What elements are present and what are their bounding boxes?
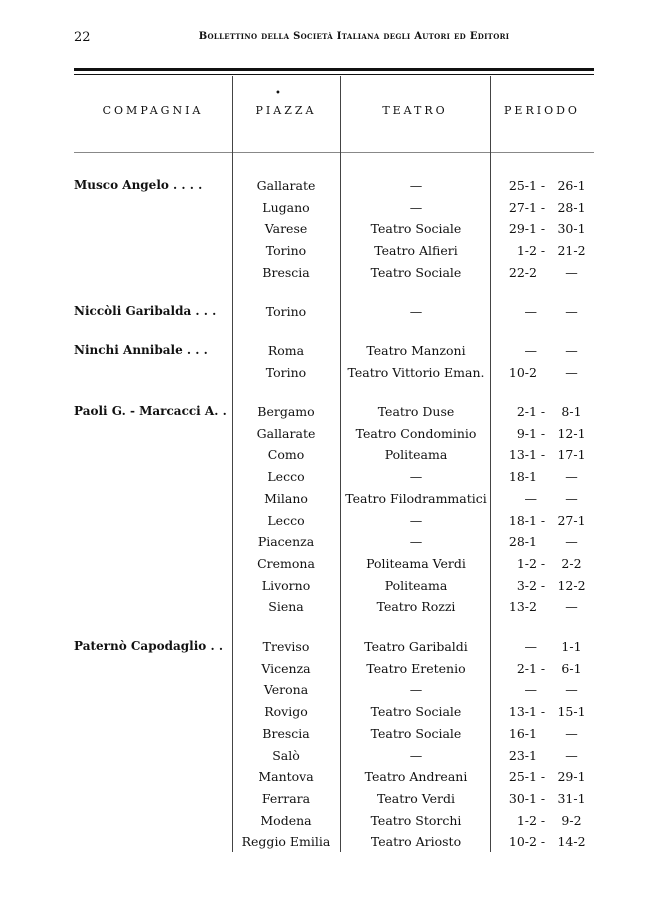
period-separator: - [540, 178, 546, 193]
period-start: 1-2 [516, 243, 537, 258]
piazza-cell: Brescia [262, 726, 310, 741]
period-end: 21-2 [557, 243, 586, 258]
period-separator: - [540, 447, 546, 462]
period-separator: - [540, 426, 546, 441]
teatro-cell: Teatro Ariosto [370, 834, 462, 849]
period-start: 10-2 [508, 834, 537, 849]
teatro-cell: — [409, 178, 423, 193]
period-separator: - [540, 769, 546, 784]
teatro-cell: Politeama [384, 578, 448, 593]
period-separator: - [540, 404, 546, 419]
piazza-cell: Lugano [262, 200, 310, 215]
teatro-cell: Teatro Rozzi [376, 599, 456, 614]
period-start: 2-1 [516, 404, 537, 419]
piazza-cell: Roma [267, 343, 305, 358]
piazza-cell: Bergamo [257, 404, 315, 419]
teatro-cell: Teatro Alfieri [374, 243, 458, 258]
running-header [74, 30, 594, 50]
period-end: 27-1 [557, 513, 586, 528]
period-end: — [565, 343, 578, 358]
piazza-cell: Rovigo [264, 704, 308, 719]
period-end: 12-2 [557, 578, 586, 593]
period-start: 13-1 [508, 447, 537, 462]
period-start: 28-1 [508, 534, 537, 549]
period-start: — [524, 682, 537, 697]
period-start: 27-1 [508, 200, 537, 215]
period-start: — [524, 639, 537, 654]
page-number: 22 [74, 30, 91, 45]
period-start: 18-1 [508, 469, 537, 484]
teatro-cell: Teatro Condominio [355, 426, 477, 441]
teatro-cell: Politeama Verdi [366, 556, 466, 571]
piazza-cell: Mantova [258, 769, 314, 784]
print-speck: • [275, 88, 281, 99]
piazza-cell: Como [267, 447, 305, 462]
period-end: 12-1 [557, 426, 586, 441]
period-end: 2-2 [561, 556, 582, 571]
teatro-cell: — [409, 748, 423, 763]
period-start: 25-1 [508, 178, 537, 193]
piazza-cell: Torino [265, 243, 307, 258]
teatro-cell: — [409, 513, 423, 528]
period-start: 1-2 [516, 813, 537, 828]
period-end: 26-1 [557, 178, 586, 193]
piazza-cell: Varese [264, 221, 308, 236]
company-name: Ninchi Annibale . . . [74, 343, 208, 357]
period-end: — [565, 265, 578, 280]
company-name: Paternò Capodaglio . . [74, 639, 223, 653]
period-start: 30-1 [508, 791, 537, 806]
piazza-cell: Piacenza [257, 534, 315, 549]
period-end: 9-2 [561, 813, 582, 828]
period-separator: - [540, 834, 546, 849]
period-end: 30-1 [557, 221, 586, 236]
piazza-cell: Milano [264, 491, 308, 506]
period-separator: - [540, 661, 546, 676]
period-start: 22-2 [508, 265, 537, 280]
piazza-cell: Livorno [261, 578, 311, 593]
column-divider [340, 76, 341, 852]
period-separator: - [540, 221, 546, 236]
period-separator: - [540, 556, 546, 571]
period-separator: - [540, 513, 546, 528]
company-name: Paoli G. - Marcacci A. . [74, 404, 227, 418]
teatro-cell: Teatro Sociale [370, 265, 462, 280]
teatro-cell: Teatro Eretenio [366, 661, 466, 676]
teatro-cell: Teatro Garibaldi [364, 639, 468, 654]
top-thick-rule [74, 68, 594, 71]
period-start: 9-1 [516, 426, 537, 441]
period-end: 14-2 [557, 834, 586, 849]
piazza-cell: Gallarate [256, 178, 316, 193]
period-start: — [524, 343, 537, 358]
piazza-cell: Gallarate [256, 426, 316, 441]
period-end: — [565, 491, 578, 506]
period-start: — [524, 304, 537, 319]
period-separator: - [540, 704, 546, 719]
teatro-cell: — [409, 682, 423, 697]
period-end: — [565, 304, 578, 319]
teatro-cell: — [409, 304, 423, 319]
column-header-teatro: TEATRO [382, 104, 448, 117]
teatro-cell: Teatro Sociale [370, 726, 462, 741]
period-start: 29-1 [508, 221, 537, 236]
piazza-cell: Torino [265, 304, 307, 319]
period-start: 1-2 [516, 556, 537, 571]
period-separator: - [540, 200, 546, 215]
piazza-cell: Lecco [267, 469, 305, 484]
teatro-cell: Teatro Vittorio Eman. [347, 365, 485, 380]
period-separator: - [540, 578, 546, 593]
period-start: 2-1 [516, 661, 537, 676]
period-start: — [524, 491, 537, 506]
teatro-cell: Teatro Sociale [370, 704, 462, 719]
teatro-cell: Teatro Verdi [377, 791, 455, 806]
piazza-cell: Reggio Emilia [241, 834, 331, 849]
period-start: 3-2 [516, 578, 537, 593]
period-separator: - [540, 791, 546, 806]
period-end: 28-1 [557, 200, 586, 215]
piazza-cell: Brescia [262, 265, 310, 280]
piazza-cell: Treviso [262, 639, 310, 654]
period-start: 13-2 [508, 599, 537, 614]
period-end: 29-1 [557, 769, 586, 784]
period-start: 10-2 [508, 365, 537, 380]
teatro-cell: Teatro Storchi [370, 813, 462, 828]
piazza-cell: Modena [260, 813, 312, 828]
period-end: — [565, 469, 578, 484]
running-title: Bollettino della Società Italiana degli Autori ed Editori [198, 31, 510, 42]
period-end: 15-1 [557, 704, 586, 719]
period-separator: - [540, 813, 546, 828]
period-end: — [565, 534, 578, 549]
column-header-piazza: PIAZZA [255, 104, 317, 117]
period-end: — [565, 748, 578, 763]
top-thin-rule [74, 74, 594, 75]
piazza-cell: Siena [268, 599, 304, 614]
teatro-cell: Teatro Manzoni [366, 343, 466, 358]
teatro-cell: Teatro Andreani [364, 769, 468, 784]
header-bottom-rule [74, 152, 594, 153]
column-divider [490, 76, 491, 852]
column-header-periodo: PERIODO [504, 104, 580, 117]
period-end: 8-1 [561, 404, 582, 419]
piazza-cell: Lecco [267, 513, 305, 528]
period-end: 31-1 [557, 791, 586, 806]
teatro-cell: Teatro Duse [377, 404, 455, 419]
period-start: 13-1 [508, 704, 537, 719]
period-end: 1-1 [561, 639, 582, 654]
period-end: — [565, 599, 578, 614]
period-end: — [565, 365, 578, 380]
period-separator: - [540, 243, 546, 258]
teatro-cell: — [409, 534, 423, 549]
teatro-cell: Teatro Sociale [370, 221, 462, 236]
teatro-cell: Teatro Filodrammatici [345, 491, 487, 506]
period-start: 18-1 [508, 513, 537, 528]
period-end: — [565, 682, 578, 697]
piazza-cell: Torino [265, 365, 307, 380]
company-name: Niccòli Garibalda . . . [74, 304, 217, 318]
piazza-cell: Vicenza [261, 661, 311, 676]
piazza-cell: Cremona [257, 556, 315, 571]
teatro-cell: Politeama [384, 447, 448, 462]
company-name: Musco Angelo . . . . [74, 178, 203, 192]
piazza-cell: Salò [272, 748, 300, 763]
teatro-cell: — [409, 200, 423, 215]
teatro-cell: — [409, 469, 423, 484]
column-header-compagnia: COMPAGNIA [102, 104, 204, 117]
period-start: 16-1 [508, 726, 537, 741]
period-end: 17-1 [557, 447, 586, 462]
period-end: 6-1 [561, 661, 582, 676]
period-end: — [565, 726, 578, 741]
piazza-cell: Ferrara [261, 791, 311, 806]
period-start: 23-1 [508, 748, 537, 763]
piazza-cell: Verona [263, 682, 309, 697]
period-start: 25-1 [508, 769, 537, 784]
